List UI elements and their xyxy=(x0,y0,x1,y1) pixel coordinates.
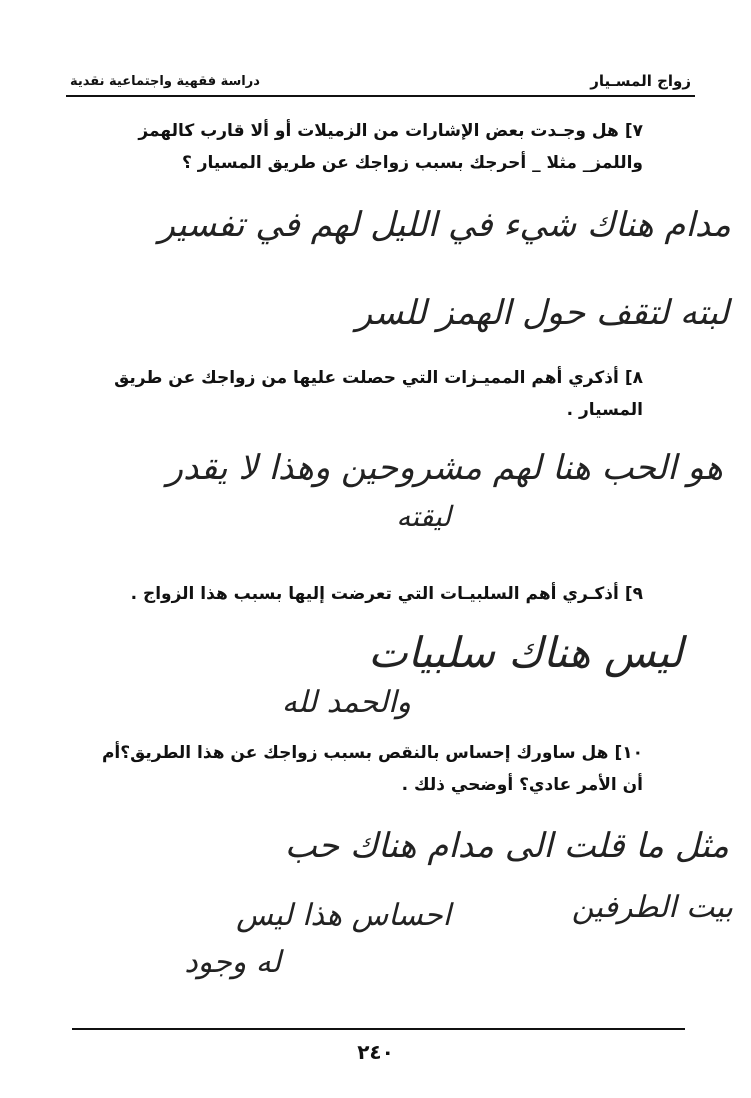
header-divider xyxy=(66,95,695,97)
header-subtitle: دراسة فقهية واجتماعية نقدية xyxy=(70,74,260,89)
footer-divider xyxy=(72,1028,685,1030)
question-text-line1: أذكري أهم المميـزات التي حصلت عليها من زواجك عن طريق xyxy=(114,368,619,388)
question-7 xyxy=(83,115,643,179)
handwritten-answer-8-line1: هو الحب هنا لهم مشروحين وهذا لا يقدر xyxy=(166,448,723,488)
handwritten-answer-10-line4: له وجود xyxy=(184,945,281,980)
question-text-line2: أن الأمر عادي؟ أوضحي ذلك . xyxy=(401,775,643,795)
handwritten-answer-7-line1: مدام هناك شيء في الليل لهم في تفسير xyxy=(158,205,731,245)
question-9 xyxy=(83,578,643,610)
handwritten-answer-10-line2: بيت الطرفين xyxy=(571,890,733,925)
question-text-line1: أذكـري أهم السلبيـات التي تعرضت إليها بسبب هذا الزواج . xyxy=(130,584,619,604)
handwritten-answer-10-line1: مثل ما قلت الى مدام هناك حب xyxy=(284,826,729,866)
question-number: ٧] xyxy=(624,121,643,141)
question-text-line2: المسيار . xyxy=(566,400,643,420)
question-10 xyxy=(83,737,643,801)
handwritten-answer-8-line2: ليقته xyxy=(396,500,451,533)
handwritten-answer-10-line3: احساس هذا ليس xyxy=(236,898,451,933)
question-8 xyxy=(83,362,643,426)
question-number: ٩] xyxy=(624,584,643,604)
handwritten-answer-9-line1: ليس هناك سلبيات xyxy=(368,628,683,677)
header-book-title: زواج المسـيار xyxy=(590,72,691,90)
question-text-line1: هل ساورك إحساس بالنقص بسبب زواجك عن هذا الطريق؟أم xyxy=(101,743,609,763)
question-number: ١٠] xyxy=(614,743,643,763)
page-number: ٢٤٠ xyxy=(357,1040,394,1064)
question-text-line2: واللمز_ مثلا _ أحرجك بسبب زواجك عن طريق المسيار ؟ xyxy=(181,153,643,173)
handwritten-answer-7-line2: لبته لتقف حول الهمز للسر xyxy=(355,293,729,333)
question-text-line1: هل وجـدت بعض الإشارات من الزميلات أو ألا قارب كالهمز xyxy=(138,121,619,141)
question-number: ٨] xyxy=(624,368,643,388)
handwritten-answer-9-line2: والحمد لله xyxy=(281,685,411,720)
